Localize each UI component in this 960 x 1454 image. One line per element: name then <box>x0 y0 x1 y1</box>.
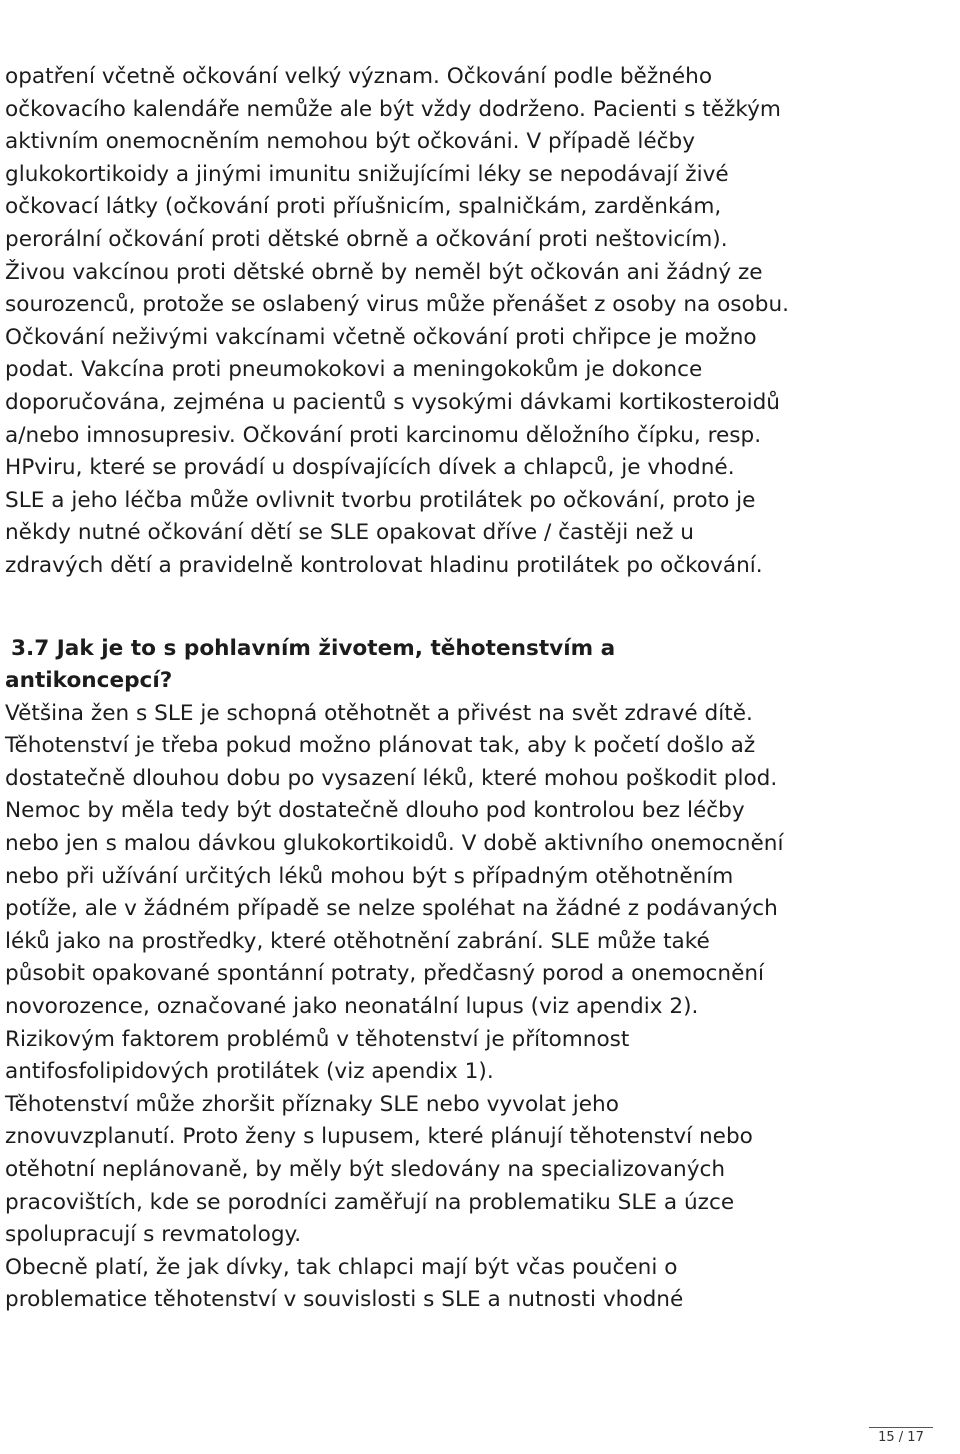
text-line: a/nebo imnosupresiv. Očkování proti karcinomu děložního čípku, resp. <box>5 422 762 448</box>
text-line: Nemoc by měla tedy být dostatečně dlouho pod kontrolou bez léčby <box>5 798 745 824</box>
section-heading <box>5 633 955 698</box>
text-line: sourozenců, protože se oslabený virus může přenášet z osoby na osobu. <box>5 292 790 318</box>
text-line: Těhotenství může zhoršit příznaky SLE nebo vyvolat jeho <box>5 1091 619 1117</box>
page-number: 15 / 17 <box>869 1427 933 1445</box>
text-line: Živou vakcínou proti dětské obrně by neměl být očkován ani žádný ze <box>5 259 763 285</box>
text-line: léků jako na prostředky, které otěhotnění zabrání. SLE může také <box>5 928 710 954</box>
text-line: Většina žen s SLE je schopná otěhotnět a přivést na svět zdravé dítě. <box>5 700 753 726</box>
text-line: Obecně platí, že jak dívky, tak chlapci mají být včas poučeni o <box>5 1254 678 1280</box>
text-line: působit opakované spontánní potraty, předčasný porod a onemocnění <box>5 961 765 987</box>
section-heading-line-1: 3.7 Jak je to s pohlavním životem, těhotenstvím a <box>11 635 616 661</box>
section-gap <box>5 583 955 633</box>
text-line: glukokortikoidy a jinými imunitu snižujícími léky se nepodávají živé <box>5 161 729 187</box>
text-line: potíže, ale v žádném případě se nelze spoléhat na žádné z podávaných <box>5 896 778 922</box>
text-line: pracovištích, kde se porodníci zaměřují na problematiku SLE a úzce <box>5 1189 735 1215</box>
text-line: nebo jen s malou dávkou glukokortikoidů. V době aktivního onemocnění <box>5 831 784 857</box>
text-line: někdy nutné očkování dětí se SLE opakovat dříve / častěji než u <box>5 520 694 546</box>
text-line: dostatečně dlouhou dobu po vysazení léků, které mohou poškodit plod. <box>5 765 778 791</box>
text-line: SLE a jeho léčba může ovlivnit tvorbu protilátek po očkování, proto je <box>5 487 756 513</box>
text-line: podat. Vakcína proti pneumokokovi a meningokokům je dokonce <box>5 357 703 383</box>
text-line: doporučována, zejména u pacientů s vysokými dávkami kortikosteroidů <box>5 389 780 415</box>
text-line: nebo při užívání určitých léků mohou být s případným otěhotněním <box>5 863 734 889</box>
text-line: antifosfolipidových protilátek (viz apendix 1). <box>5 1059 494 1085</box>
text-line: spolupracují s revmatology. <box>5 1222 302 1248</box>
text-line: Těhotenství je třeba pokud možno plánovat tak, aby k početí došlo až <box>5 733 756 759</box>
text-line: očkovacího kalendáře nemůže ale být vždy dodrženo. Pacienti s těžkým <box>5 96 781 122</box>
text-line: znovuvzplanutí. Proto ženy s lupusem, které plánují těhotenství nebo <box>5 1124 753 1150</box>
text-line: Rizikovým faktorem problémů v těhotenství je přítomnost <box>5 1026 630 1052</box>
text-line: HPviru, které se provádí u dospívajících dívek a chlapců, je vhodné. <box>5 455 735 481</box>
document-page <box>5 61 955 1317</box>
text-line: perorální očkování proti dětské obrně a očkování proti neštovicím). <box>5 226 728 252</box>
text-line: aktivním onemocněním nemohou být očkováni. V případě léčby <box>5 129 696 155</box>
paragraph-pregnancy <box>5 698 955 1317</box>
paragraph-vaccination <box>5 61 955 583</box>
section-heading-line-2: antikoncepcí? <box>5 668 173 694</box>
text-line: novorozence, označované jako neonatální lupus (viz apendix 2). <box>5 994 699 1020</box>
text-line: problematice těhotenství v souvislosti s SLE a nutnosti vhodné <box>5 1287 684 1313</box>
text-line: opatření včetně očkování velký význam. Očkování podle běžného <box>5 64 713 89</box>
text-line: očkovací látky (očkování proti příušnicím, spalničkám, zarděnkám, <box>5 194 722 220</box>
text-line: Očkování neživými vakcínami včetně očkování proti chřipce je možno <box>5 324 757 350</box>
text-line: otěhotní neplánovaně, by měly být sledovány na specializovaných <box>5 1157 726 1182</box>
text-line: zdravých dětí a pravidelně kontrolovat hladinu protilátek po očkování. <box>5 552 763 578</box>
